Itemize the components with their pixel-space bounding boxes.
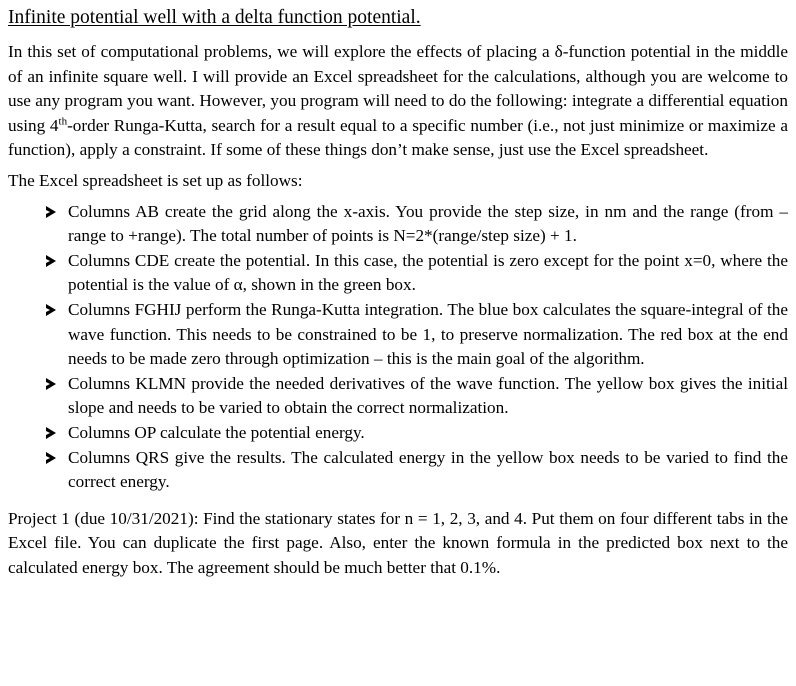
list-item-columns-klmn [60,372,788,421]
arrow-bullet-icon [46,206,56,218]
list-item-text: Columns KLMN provide the needed derivatives of the wave function. The yellow box gives the initial slope and needs to be varied to obtain the correct normalization. [68,373,788,418]
arrow-bullet-icon [46,452,56,464]
spreadsheet-column-list [8,200,788,495]
arrow-bullet-icon [46,255,56,267]
arrow-bullet-icon [46,304,56,316]
arrow-bullet-icon [46,378,56,390]
list-item-columns-ab [60,200,788,249]
list-item-columns-qrs [60,446,788,495]
list-item-text: Columns FGHIJ perform the Runga-Kutta integration. The blue box calculates the square-integral of the wave function. This needs to be constrained to be 1, to preserve normalization. The red box at the end needs to be made zero through optimization – this is the main goal of the algorithm. [68,299,788,369]
list-item-text: Columns CDE create the potential. In this case, the potential is zero except for the point x=0, where the potential is the value of α, shown in the green box. [68,250,788,295]
list-item-columns-op [60,421,788,446]
intro-text-end: -order Runga-Kutta, search for a result equal to a specific number (i.e., not just minimize or maximize a function), apply a constraint. If some of these things don’t make sense, just use the Excel spreadsheet. [8,115,788,160]
document-title: Infinite potential well with a delta function potential. [8,7,421,28]
ordinal-superscript: th [58,115,68,128]
intro-paragraph [8,40,788,163]
list-item-text: Columns AB create the grid along the x-axis. You provide the step size, in nm and the range (from –range to +range). The total number of points is N=2*(range/step size) + 1. [68,201,788,246]
project-paragraph: Project 1 (due 10/31/2021): Find the stationary states for n = 1, 2, 3, and 4. Put them on four different tabs in the Excel file. You can duplicate the first page. Also, enter the known formula in the predicted box next to the calculated energy box. The agreement should be much better that 0.1%. [8,508,788,577]
list-item-columns-fghij [60,298,788,372]
arrow-bullet-icon [46,427,56,439]
list-item-text: Columns QRS give the results. The calculated energy in the yellow box needs to be varied to find the correct energy. [68,447,788,492]
list-item-columns-cde [60,249,788,298]
list-item-text: Columns OP calculate the potential energy. [68,422,365,442]
intro-text-start: In this set of computational problems, we will explore the effects of placing a δ-function potential in the middle of an infinite square well. I will provide an Excel spreadsheet for the calculations, although you are welcome to use any program you want. However, you program will need to do the following: integrate a differential equation using 4 [8,42,788,135]
setup-heading: The Excel spreadsheet is set up as follows: [8,170,303,190]
